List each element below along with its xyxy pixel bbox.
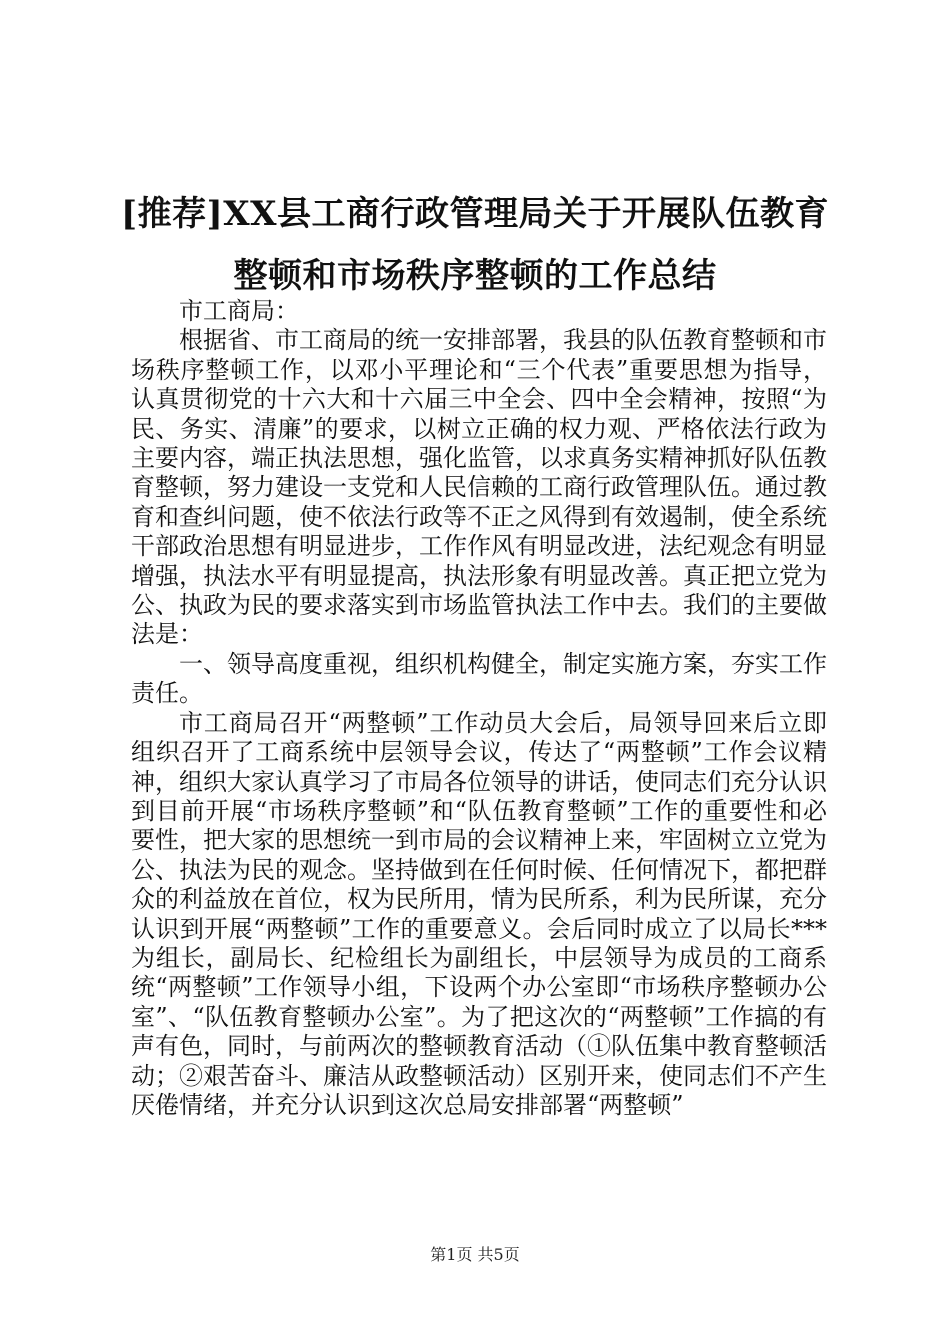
paragraph-section-1: 市工商局召开“两整顿”工作动员大会后，局领导回来后立即组织召开了工商系统中层领导会议，传达了“两整顿”工作会议精神，组织大家认真学习了市局各位领导的讲话，使同志们充分认识到目前开展“市场秩序整顿”和“队伍教育整顿”工作的重要性和必要性，把大家的思想统一到市局的会议精神上来，牢固树立立党为公、执法为民的观念。坚持做到在任何时候、任何情况下，都把群众的利益放在首位，权为民所用，情为民所系，利为民所谋，充分认识到开展“两整顿”工作的重要意义。会后同时成立了以局长***为组长，副局长、纪检组长为副组长，中层领导为成员的工商系统“两整顿”工作领导小组，下设两个办公室即“市场秩序整顿办公室”、“队伍教育整顿办公室”。为了把这次的“两整顿”工作搞的有声有色，同时，与前两次的整顿教育活动（①队伍集中教育整顿活动；②艰苦奋斗、廉洁从政整顿活动）区别开来，使同志们不产生厌倦情绪，并充分认识到这次总局安排部署“两整顿” (131, 708, 827, 1119)
document-title: [推荐]XX县工商行政管理局关于开展队伍教育整顿和市场秩序整顿的工作总结 (121, 194, 829, 296)
page-number-footer: 第1页 共5页 (430, 1245, 520, 1264)
document-body (131, 297, 827, 1120)
salutation: 市工商局： (179, 297, 299, 325)
section-heading-1: 一、领导高度重视，组织机构健全，制定实施方案，夯实工作责任。 (131, 649, 827, 708)
paragraph-intro: 根据省、市工商局的统一安排部署，我县的队伍教育整顿和市场秩序整顿工作，以邓小平理论和“三个代表”重要思想为指导，认真贯彻党的十六大和十六届三中全会、四中全会精神，按照“为民、务实、清廉”的要求，以树立正确的权力观、严格依法行政为主要内容，端正执法思想，强化监管，以求真务实精神抓好队伍教育整顿，努力建设一支党和人民信赖的工商行政管理队伍。通过教育和查纠问题，使不依法行政等不正之风得到有效遏制，使全系统干部政治思想有明显进步，工作作风有明显改进，法纪观念有明显增强，执法水平有明显提高，执法形象有明显改善。真正把立党为公、执政为民的要求落实到市场监管执法工作中去。我们的主要做法是： (131, 326, 827, 649)
